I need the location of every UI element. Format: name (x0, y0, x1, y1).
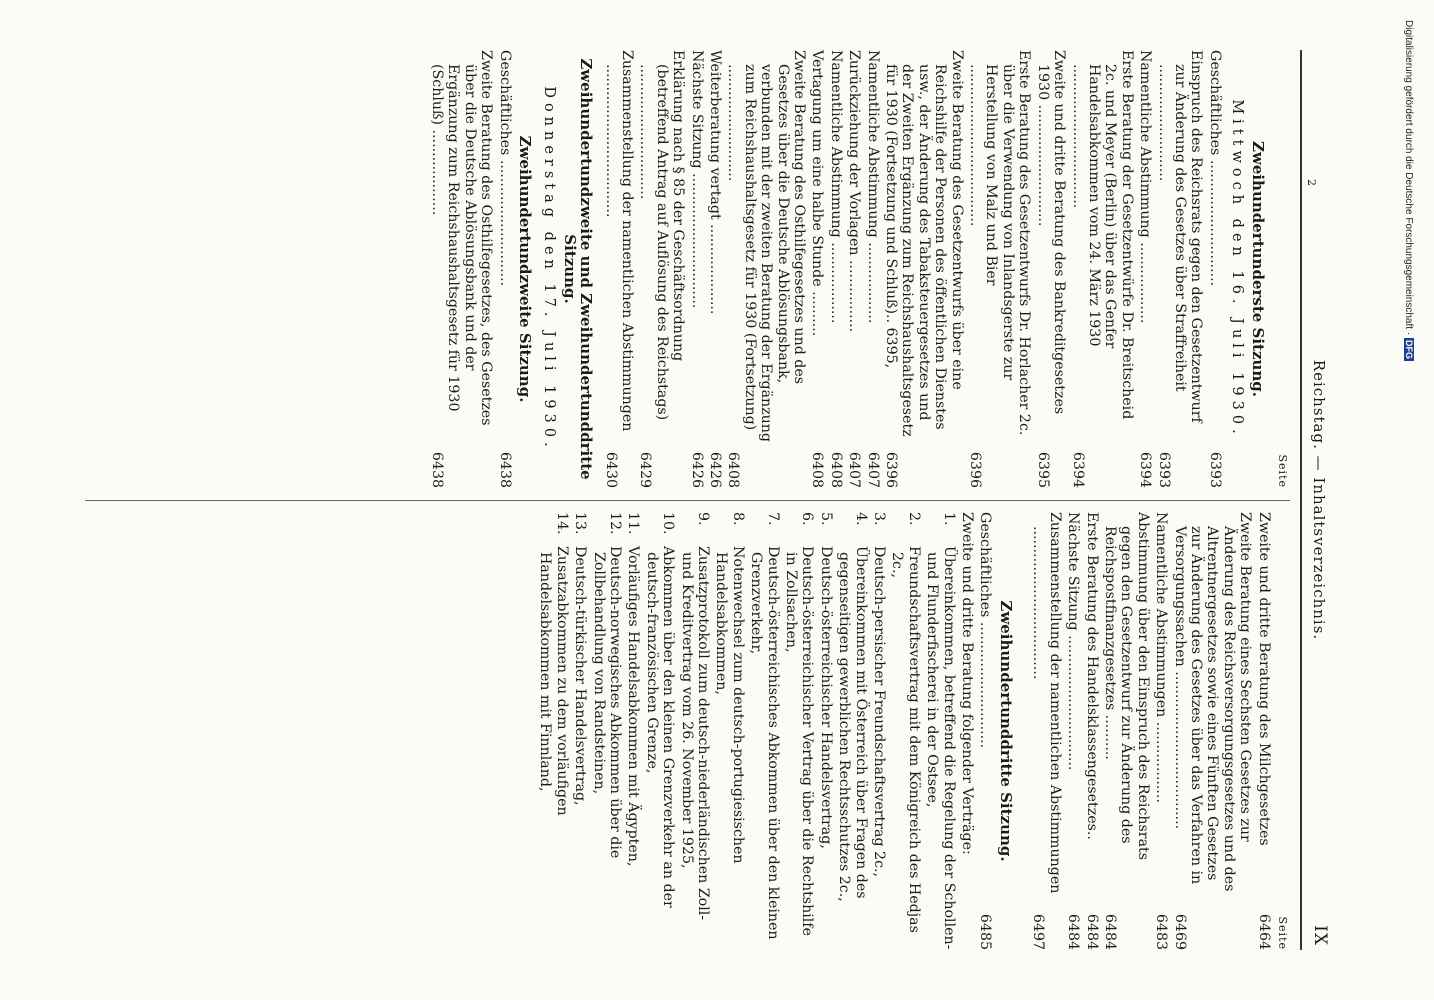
toc-entry-text: Vertagung um eine halbe Stunde .......... (809, 50, 826, 337)
toc-entry-page: 6408 (809, 451, 826, 488)
toc-entry-page: 6395 (1034, 451, 1051, 488)
treaty-item (713, 512, 746, 950)
treaty-number: 9. (695, 512, 711, 526)
treaty-item-body (748, 512, 781, 950)
page-number: IX (1310, 925, 1330, 946)
toc-entry-text: Namentliche Abstimmung .................. (827, 50, 844, 324)
spacer (1022, 512, 1028, 950)
toc-entry-page: 6438 (496, 451, 513, 488)
toc-entry (1034, 50, 1067, 488)
treaty-number: 4. (852, 512, 869, 526)
toc-entry-text: Zusammenstellung der namentlichen Abstimmungen .................................. (602, 50, 635, 432)
treaty-number: 13. (572, 512, 589, 535)
toc-entry (967, 50, 1033, 488)
treaty-item (889, 512, 922, 950)
toc-entry-text: Erste Beratung des Gesetzentwurfs Dr. Horlacher 2c. über die Verwendung von Inlandsgerste zur Herstellung von Malz und Bier .................................... (967, 50, 1033, 436)
treaty-number: 10. (660, 512, 677, 535)
toc-entry (1069, 50, 1135, 488)
treaty-text: Deutsch-norwegisches Abkommen über die Zollbehandlung von Randsteinen, (590, 546, 623, 859)
toc-entry-text: Erklärung nach § 85 der Geschäftsordnung (betreffend Antrag auf Auflösung des Reichstags) .............................. (637, 50, 687, 421)
treaty-item (783, 512, 816, 950)
toc-entry (496, 50, 512, 488)
toc-entry (959, 512, 975, 950)
toc-entry (1171, 512, 1253, 950)
toc-entry (1153, 512, 1169, 950)
toc-entry-text: Zweite Beratung des Osthilfegesetzes und des Gesetzes über die Deutsche Ablösungsbank, verbunden mit der zweiten Beratung der Ergänzung zum Reichshaushaltsgesetz für 1930 (Fortsetzung) .......................... (725, 50, 808, 442)
toc-entry (1065, 512, 1081, 950)
seite-label: Seite (1276, 916, 1289, 950)
toc-entry-text: Geschäftliches ............................ (977, 512, 994, 749)
toc-entry-page: 6485 (977, 913, 994, 950)
treaty-text: Zusatzprotokoll zum deutsch-niederländischen Zoll- und Kreditvertrag vom 26. November 1925, (678, 546, 711, 921)
toc-entry-text: Erste Beratung des Handelsklassengesetzes.. (1083, 512, 1100, 840)
treaty-text: Notenwechsel zum deutsch-portugiesischen Handelsabkommen, (713, 546, 746, 864)
treaty-text: Deutsch-österreichischer Vertrag über die Rechtshilfe in Zollsachen, (783, 546, 816, 936)
digitization-text: Digitalisierung gefördert durch die Deutsche Forschungsgemeinschaft · (1403, 20, 1414, 338)
treaty-text: Zusatzabkommen zu dem vorläufigen Handelsabkommen mit Finnland, (537, 546, 570, 816)
toc-entry-page: 6408 (725, 451, 742, 488)
toc-entry (827, 50, 843, 488)
treaty-item (748, 512, 781, 950)
treaty-item-body (572, 512, 588, 950)
treaty-number: 11. (625, 512, 642, 535)
toc-entry-page: 6407 (864, 451, 881, 488)
right-column (535, 512, 1290, 950)
toc-entry (688, 50, 704, 488)
treaty-item-body (783, 512, 816, 950)
toc-entry-page: 6396 (967, 451, 984, 488)
toc-entry-text: Namentliche Abstimmung .................. (1137, 50, 1154, 324)
toc-entry-page: 6407 (846, 451, 863, 488)
treaty-number: 1. (940, 512, 957, 526)
toc-entry-page: 6484 (1083, 913, 1100, 950)
toc-entry-page: 6484 (1101, 913, 1118, 950)
toc-entry (977, 512, 993, 950)
toc-entry (1102, 512, 1151, 950)
treaty-item-body (713, 512, 746, 950)
toc-entry (1155, 50, 1204, 488)
treaty-item-body (643, 512, 676, 950)
treaty-number: 6. (799, 512, 816, 526)
toc-entry-text: Zweite Beratung des Gesetzentwurfs über eine Reichshilfe der Personen des öffentlichen Dienstes usw., der Änderung des Tabaksteuergesetzes und der Zweiten Ergänzung zum Reichshaushaltsgesetz für 1930 (Fortsetzung und Schluß).. 6395, (883, 50, 965, 437)
section-title: Zweihundertunderste Sitzung. (1248, 140, 1267, 398)
toc-entry-text: Zweite Beratung des Osthilfegesetzes, des Gesetzes über die Deutsche Ablösungsbank und der Ergänzung zum Reichshaushaltsgesetz für 1930 (Schluß) ................... (428, 50, 495, 426)
dfg-logo: DFG (1404, 339, 1414, 359)
treaty-number: 12. (606, 512, 623, 535)
toc-entry (1083, 512, 1099, 950)
treaty-text: Deutsch-persischer Freundschaftsvertrag 2c., (871, 546, 888, 878)
treaty-text: Abkommen über den kleinen Grenzverkehr an der deutsch-französischen Grenze, (643, 546, 677, 908)
toc-entry-page: 6430 (602, 451, 619, 488)
toc-entry (725, 50, 807, 488)
toc-entry (637, 50, 686, 488)
seite-label: Seite (1276, 454, 1289, 488)
left-sections (429, 50, 1266, 488)
toc-entry-page: 6426 (707, 451, 723, 488)
toc-entry-text: Geschäftliches ............................ (1206, 50, 1223, 287)
toc-entry-text: Zusammenstellung der namentlichen Abstimmungen .................................. (1030, 512, 1063, 894)
section-title: Zweihundertunddritte Sitzung. (996, 600, 1015, 862)
treaty-item-body (924, 512, 957, 950)
toc-entry-page: 6393 (1155, 451, 1172, 488)
treaty-text: Deutsch-österreichischer Handelsvertrag, (817, 546, 834, 849)
treaty-item (678, 512, 711, 950)
treaty-item (871, 512, 887, 950)
toc-entry (707, 50, 723, 488)
toc-entry-text: Zurückziehung der Vorlagen ................ (846, 50, 863, 333)
treaty-item (625, 512, 641, 950)
treaty-item-body (871, 512, 887, 950)
treaty-text: Übereinkommen, betreffend die Regelung der Schollen- und Flunderfischerei in der Ostsee, (924, 546, 957, 950)
toc-entry (429, 50, 495, 488)
toc-entry-page: 6484 (1065, 913, 1082, 950)
header-rule (1300, 50, 1302, 950)
toc-entry-page: 6393 (1206, 451, 1223, 488)
column-divider (85, 500, 1290, 501)
treaty-text: Vorläufiges Handelsabkommen mit Ägypten, (625, 546, 642, 867)
treaty-item (590, 512, 623, 950)
session-date: Donnerstag den 17. Juli 1930. (541, 86, 558, 452)
digitization-note (1398, 20, 1414, 980)
toc-entry (809, 50, 825, 488)
treaty-item (643, 512, 676, 950)
treaty-item (924, 512, 957, 950)
toc-entry-text: Namentliche Abstimmung .................. (864, 50, 881, 324)
toc-entry-text: Zweite und dritte Beratung des Bankreditgesetzes 1930 ........................... (1034, 50, 1068, 415)
right-section-entries (959, 512, 994, 950)
toc-entry-text: Zweite Beratung eines Sechsten Gesetzes zur Änderung des Reichsversorgungsgesetzes und des Altrentnergesetzes sowie eines Fünften Gesetzes zur Änderung des Gesetzes über das Verfahren in Versorgungssachen ................................... (1171, 512, 1254, 892)
toc-entry (864, 50, 880, 488)
treaty-text: Deutsch-türkischer Handelsvertrag, (572, 546, 589, 806)
toc-entry (846, 50, 862, 488)
toc-entry (1030, 512, 1063, 950)
treaty-item-body (889, 512, 922, 950)
running-title: Reichstag. — Inhaltsverzeichnis. (1310, 359, 1328, 641)
treaty-item-body (625, 512, 641, 950)
toc-entry-text: Geschäftliches ............................ (496, 50, 513, 287)
left-column (427, 50, 1291, 488)
treaty-number: 3. (871, 512, 888, 526)
treaty-number: 7. (764, 512, 781, 526)
treaty-list (537, 512, 957, 950)
treaty-number: 8. (729, 512, 746, 526)
treaty-text: Freundschaftsvertrag mit dem Königreich des Hedjas 2c., (889, 546, 922, 933)
toc-entry-page: 6469 (1171, 913, 1188, 950)
treaty-item (537, 512, 570, 950)
toc-entry-page: 6497 (1030, 913, 1047, 950)
toc-entry-page: 6483 (1153, 913, 1170, 950)
treaty-text: Deutsch-österreichisches Abkommen über den kleinen Grenzverkehr, (748, 546, 781, 940)
treaty-item-body (817, 512, 833, 950)
treaty-item-body (836, 512, 869, 950)
toc-entry-text: Nächste Sitzung .............................. (1065, 512, 1082, 771)
toc-entry-text: Einspruch des Reichsrats gegen den Gesetzentwurf zur Änderung des Gesetzes über Straffreiheit .......................... (1155, 50, 1205, 423)
toc-entry (883, 50, 965, 488)
toc-entry-page: 6429 (637, 451, 654, 488)
section-title: Zweihundertundzweite und Zweihundertunddritte Sitzung. (560, 58, 596, 480)
toc-entry-text: Zweite und dritte Beratung folgender Verträge: (959, 512, 976, 855)
toc-entry (1137, 50, 1153, 488)
treaty-item (572, 512, 588, 950)
toc-entry-page: 6396 (883, 451, 900, 488)
toc-entry-text: Weiterberatung vertagt .................... (707, 50, 723, 315)
treaty-number: 5. (817, 512, 834, 526)
treaty-item (836, 512, 869, 950)
section-title: Zweihundertundzweite Sitzung. (515, 135, 534, 403)
treaty-item-body (537, 512, 570, 950)
toc-entry-text: Zweite und dritte Beratung des Milchgesetzes (1255, 512, 1272, 846)
toc-entry (602, 50, 635, 488)
toc-entry (1255, 512, 1271, 950)
session-date: Mittwoch den 16. Juli 1930. (1229, 99, 1246, 439)
toc-entry-page: 6426 (688, 451, 705, 488)
toc-entry-page: 6408 (827, 451, 844, 488)
toc-entry (1206, 50, 1222, 488)
treaty-number: 2. (905, 512, 922, 526)
treaty-item-body (590, 512, 623, 950)
treaty-text: Übereinkommen mit Österreich über Fragen des gegenseitigen gewerblichen Rechtsschutzes 2c., (836, 546, 869, 902)
toc-entry-text: Abstimmung über den Einspruch des Reichsrats gegen den Gesetzentwurf zur Änderung des Reichspostfinanzgesetzes .......... (1101, 512, 1151, 861)
toc-entry-text: Nächste Sitzung .............................. (688, 50, 705, 309)
toc-entry-page: 6438 (428, 451, 445, 488)
toc-entry-text: Erste Beratung der Gesetzentwürfe Dr. Breitscheid 2c. und Meyer (Berlin) über das Genfer Handelsabkommen vom 24. März 1930 ................................ (1069, 50, 1135, 420)
signature-mark: 2 (1305, 179, 1318, 186)
toc-entry-page: 6394 (1137, 451, 1154, 488)
treaty-item (817, 512, 833, 950)
right-entries (1022, 512, 1272, 950)
treaty-item-body (678, 512, 711, 950)
toc-entry-page: 6464 (1255, 913, 1272, 950)
toc-entry-page: 6394 (1069, 451, 1086, 488)
rotated-document-page (70, 50, 1330, 950)
treaty-number: 14. (553, 512, 570, 535)
toc-entry-text: Namentliche Abstimmungen .................. (1153, 512, 1170, 803)
